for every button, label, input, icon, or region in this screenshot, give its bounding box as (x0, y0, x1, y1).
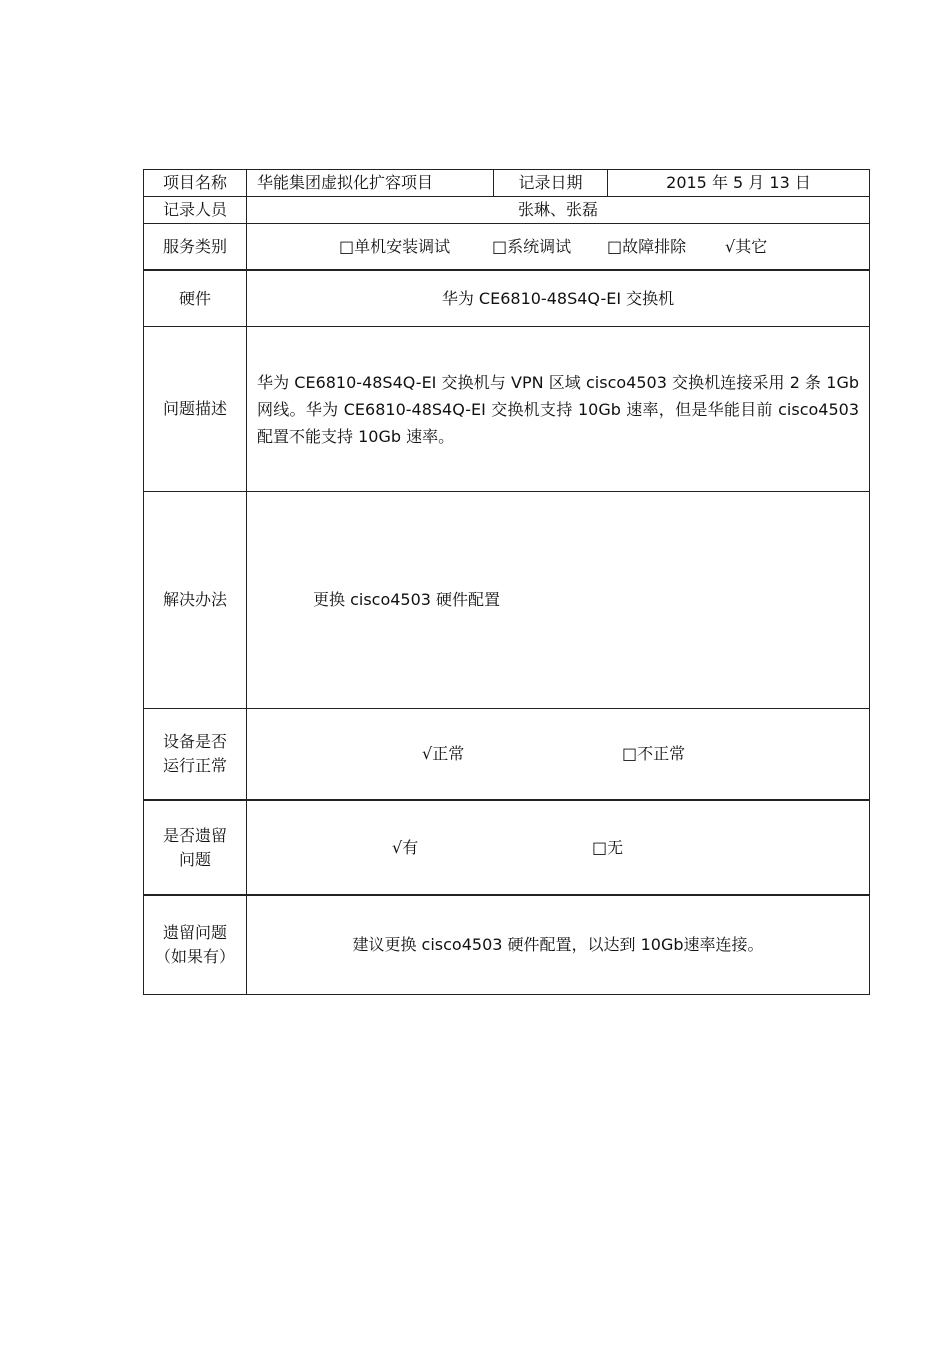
device-status-label-line2: 运行正常 (162, 756, 227, 775)
project-name-value: 华能集团虚拟化扩容项目 (246, 169, 494, 197)
leftover-detail-label-line2: （如果有） (154, 947, 235, 966)
project-name-label: 项目名称 (143, 169, 247, 197)
leftover-detail-label-line1: 遗留问题 (162, 923, 227, 942)
service-type-options (246, 223, 870, 270)
leftover-label-line2: 问题 (178, 849, 211, 869)
recorder-value: 张琳、张磊 (246, 196, 870, 224)
leftover-detail-value: 建议更换 cisco4503 硬件配置，以达到 10Gb速率连接。 (246, 894, 870, 995)
problem-description: 华为 CE6810-48S4Q-EI 交换机与 VPN 区域 cisco4503 交换机连接采用 2 条 1Gb 网线。华为 CE6810-48S4Q-EI 交换机支持 10Gb 速率，但是华能目前 cisco4503配置不能支持 10Gb 速率。 (246, 326, 870, 492)
leftover-no: □无 (592, 837, 624, 857)
device-status-label-line1: 设备是否 (162, 732, 227, 751)
service-type-label: 服务类别 (143, 223, 247, 270)
service-option-other: √其它 (725, 236, 768, 256)
hardware-label: 硬件 (143, 269, 247, 327)
recorder-label: 记录人员 (143, 196, 247, 224)
leftover-detail-label (143, 894, 247, 995)
solution-label: 解决办法 (143, 491, 247, 709)
device-status-label (143, 708, 247, 800)
device-status-normal: √正常 (422, 744, 465, 763)
record-date-label: 记录日期 (493, 169, 608, 197)
service-option-standalone: □单机安装调试 (339, 236, 451, 256)
solution-cell (246, 491, 870, 709)
leftover-options (246, 799, 870, 895)
leftover-yes: √有 (392, 837, 419, 857)
service-option-system-debug: □系统调试 (492, 236, 572, 256)
solution-value: 更换 cisco4503 硬件配置 (313, 590, 501, 609)
record-date-value: 2015 年 5 月 13 日 (607, 169, 870, 197)
device-status-abnormal: □不正常 (622, 744, 686, 763)
problem-label: 问题描述 (143, 326, 247, 492)
hardware-value: 华为 CE6810-48S4Q-EI 交换机 (246, 269, 870, 327)
leftover-label (143, 799, 247, 895)
service-option-troubleshoot: □故障排除 (607, 236, 687, 256)
leftover-label-line1: 是否遗留 (162, 825, 227, 845)
device-status-options (246, 708, 870, 800)
service-record-form (143, 169, 870, 995)
